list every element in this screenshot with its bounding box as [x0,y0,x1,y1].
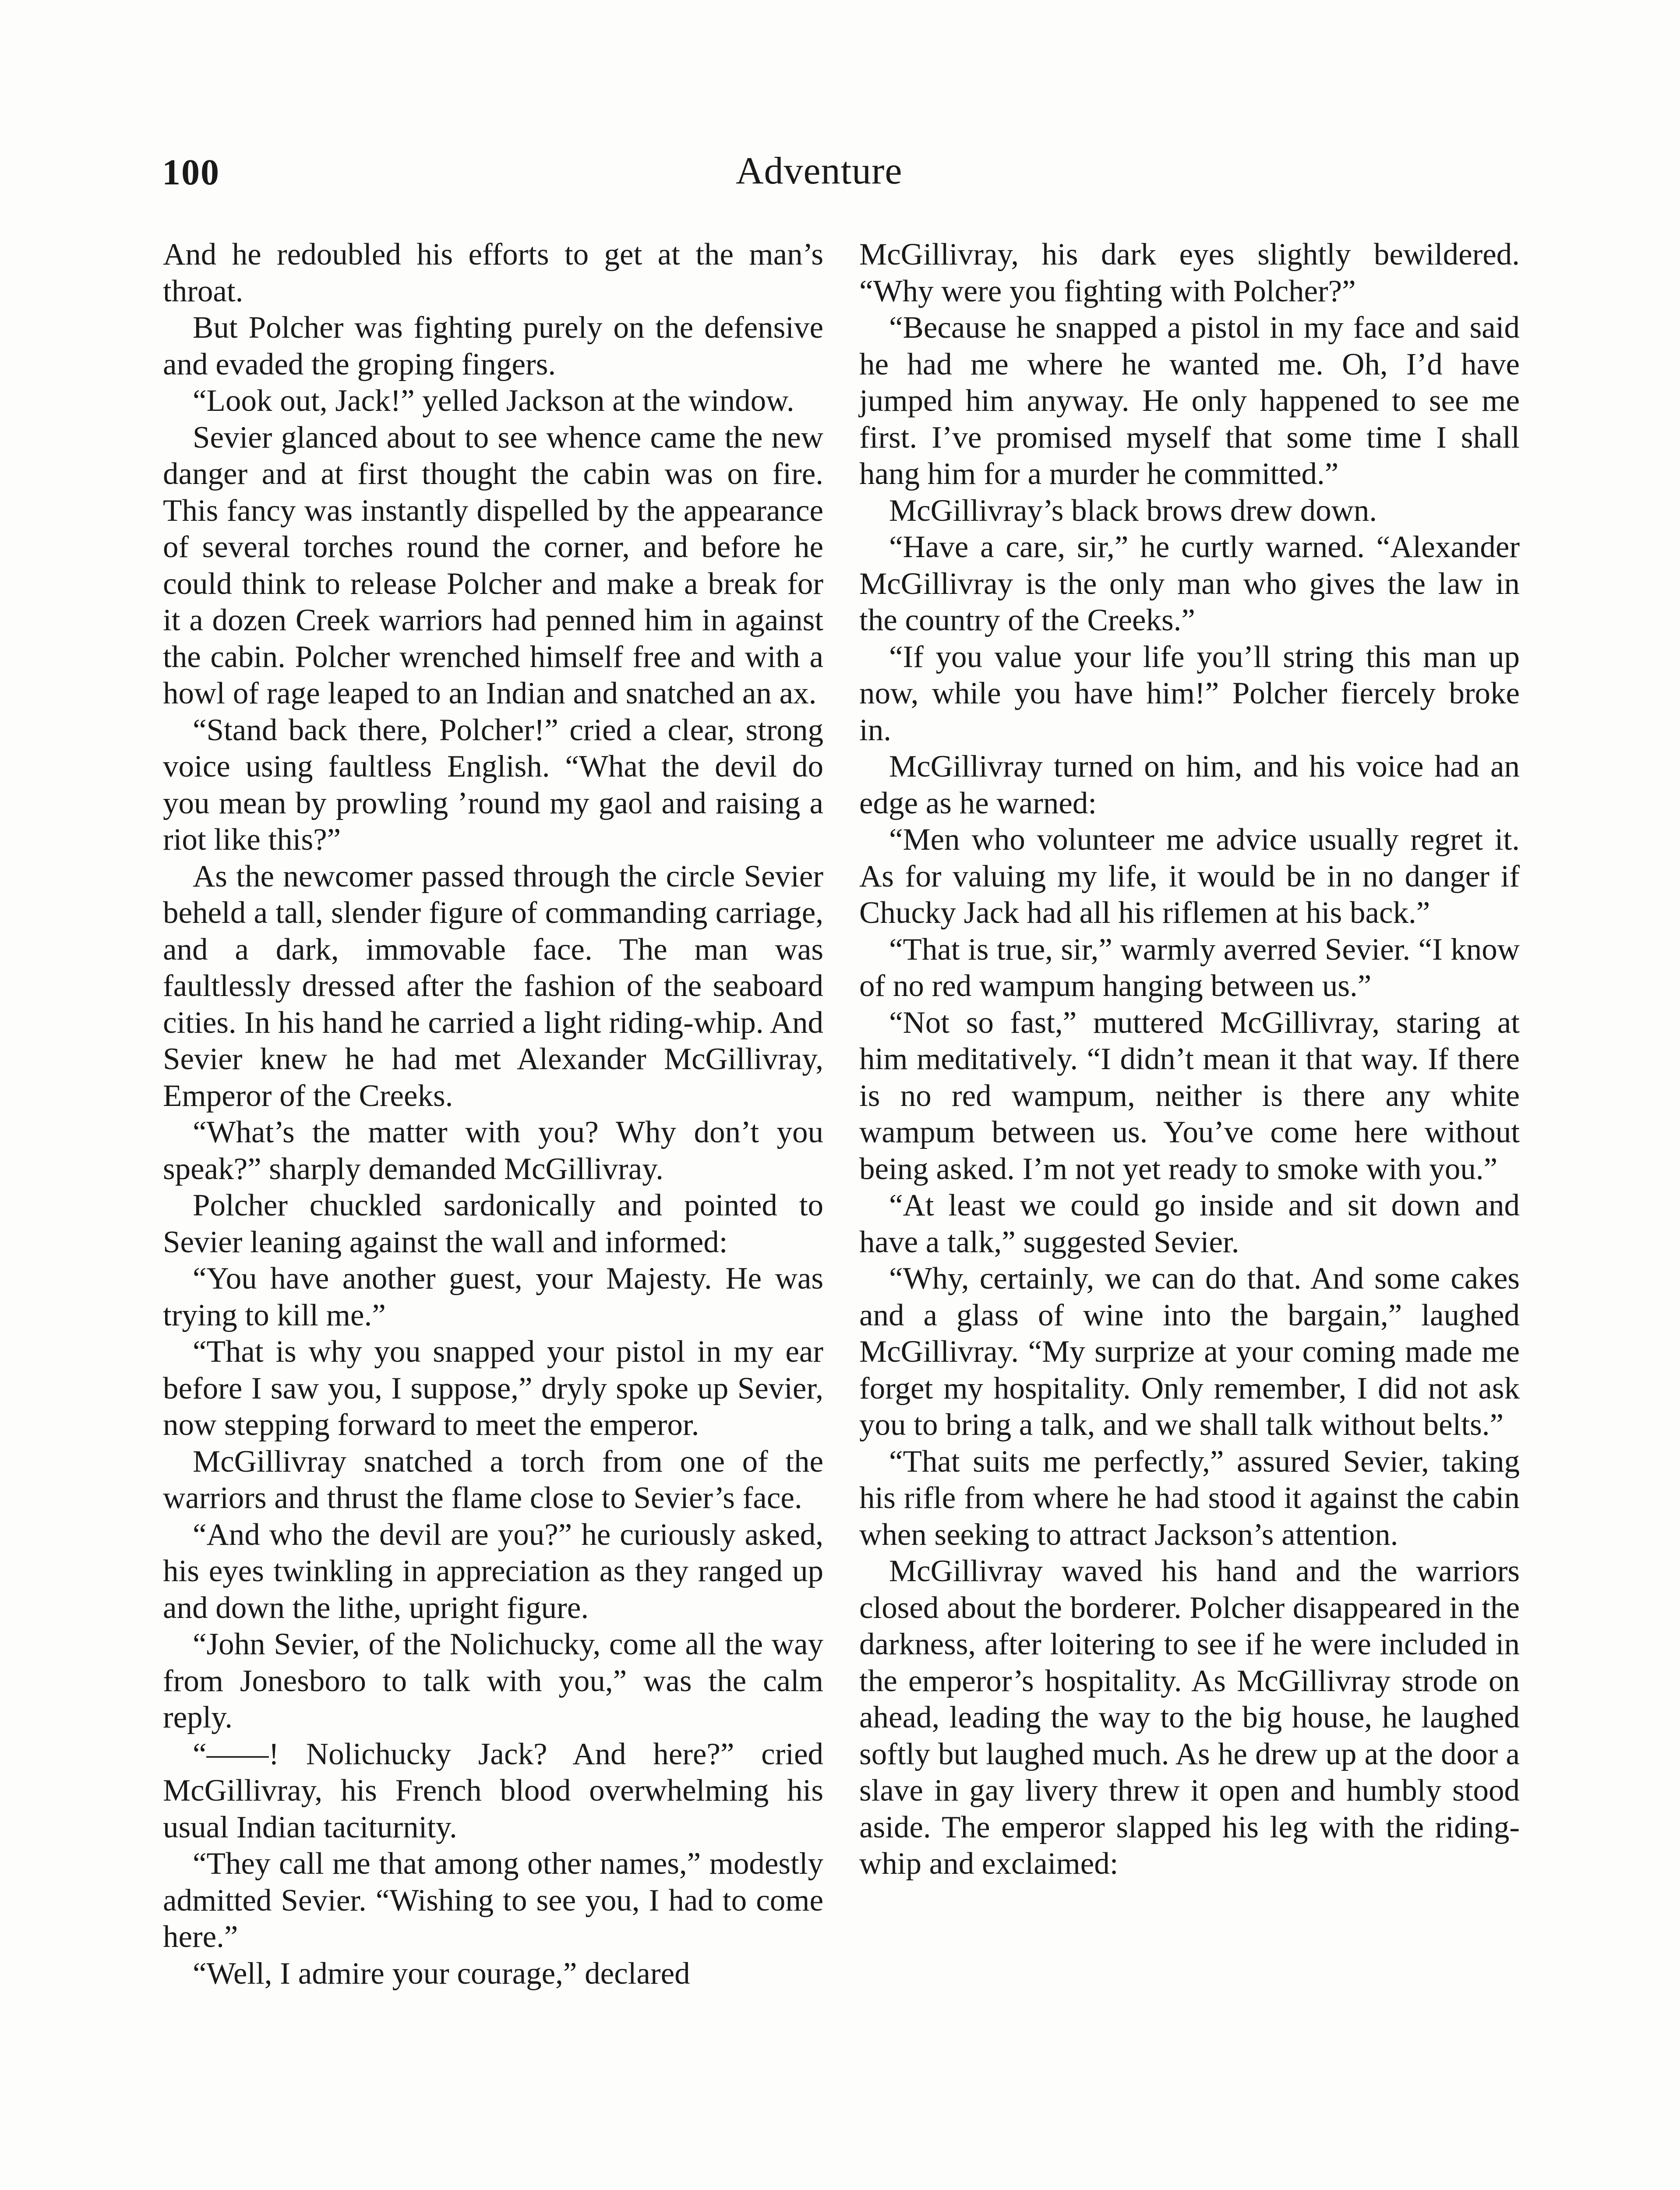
paragraph: “They call me that among other names,” modestly admitted Sevier. “Wishing to see you, I had to come here.” [163,1847,823,1954]
paragraph: Sevier glanced about to see whence came the new danger and at first thought the cabin was on fire. This fancy was instantly dispelled by the appearance of several torches round the corner, and before he could think to release Polcher and make a break for it a dozen Creek warriors had penned him in against the cabin. Polcher wrenched himself free and with a howl of rage leaped to an Indian and snatched an ax. [163,420,823,710]
paragraph: “John Sevier, of the Nolichucky, come all the way from Jonesboro to talk with you,” was the calm reply. [163,1627,823,1734]
paragraph: “That is why you snapped your pistol in my ear before I saw you, I suppose,” dryly spoke up Sevier, now stepping forward to meet the emperor. [163,1335,823,1442]
paragraph: McGillivray snatched a torch from one of the warriors and thrust the flame close to Sevier’s face. [163,1444,823,1515]
paragraph: And he redoubled his efforts to get at the man’s throat. [163,237,823,308]
paragraph: “That suits me perfectly,” assured Sevier, taking his rifle from where he had stood it against the cabin when seeking to attract Jackson’s attention. [859,1444,1520,1552]
paragraph: “Why, certainly, we can do that. And some cakes and a glass of wine into the bargain,” laughed McGillivray. “My surprize at your coming made me forget my hospitality. Only remember, I did not ask you to bring a talk, and we shall talk without belts.” [859,1261,1520,1442]
paragraph: “Stand back there, Polcher!” cried a clear, strong voice using faultless English. “What the devil do you mean by prowling ’round my gaol and raising a riot like this?” [163,713,823,857]
running-head: Adventure [736,150,903,192]
paragraph: McGillivray waved his hand and the warriors closed about the borderer. Polcher disappeared in the darkness, after loitering to see if he were included in the emperor’s hospitality. As McGillivray strode on ahead, leading the way to the big house, he laughed softly but laughed much. As he drew up at the door a slave in gay livery threw it open and humbly stood aside. The emperor slapped his leg with the riding-whip and exclaimed: [859,1554,1520,1881]
paragraph: “And who the devil are you?” he curiously asked, his eyes twinkling in appreciation as they ranged up and down the lithe, upright figure. [163,1517,823,1625]
paragraph: “What’s the matter with you? Why don’t you speak?” sharply demanded McGillivray. [163,1115,823,1186]
paragraph: “Men who volunteer me advice usually regret it. As for valuing my life, it would be in no danger if Chucky Jack had all his riflemen at his back.” [859,823,1520,930]
paragraph: But Polcher was fighting purely on the defensive and evaded the groping fingers. [163,311,823,381]
paragraph: “That is true, sir,” warmly averred Sevier. “I know of no red wampum hanging between us.” [859,932,1520,1003]
paragraph: McGillivray’s black brows drew down. [889,493,1377,528]
right-column [859,237,1520,1883]
paragraph: “Because he snapped a pistol in my face and said he had me where he wanted me. Oh, I’d have jumped him anyway. He only happened to see me first. I’ve promised myself that some time I shall hang him for a murder he committed.” [859,311,1520,491]
left-column [163,237,823,1992]
paragraph: “——! Nolichucky Jack? And here?” cried McGillivray, his French blood overwhelming his usual Indian taciturnity. [163,1737,823,1844]
paragraph: McGillivray turned on him, and his voice had an edge as he warned: [859,749,1520,820]
paragraph: As the newcomer passed through the circle Sevier beheld a tall, slender figure of commanding carriage, and a dark, immovable face. The man was faultlessly dressed after the fashion of the seaboard cities. In his hand he carried a light riding-whip. And Sevier knew he had met Alexander McGillivray, Emperor of the Creeks. [163,859,823,1113]
page-number: 100 [162,152,220,193]
paragraph: “Have a care, sir,” he curtly warned. “Alexander McGillivray is the only man who gives the law in the country of the Creeks.” [859,530,1520,637]
paragraph: “If you value your life you’ll string this man up now, while you have him!” Polcher fiercely broke in. [859,639,1520,747]
paragraph: “Not so fast,” muttered McGillivray, staring at him meditatively. “I didn’t mean it that way. If there is no red wampum, neither is there any white wampum between us. You’ve come here without being asked. I’m not yet ready to smoke with you.” [859,1005,1520,1186]
paragraph: Polcher chuckled sardonically and pointed to Sevier leaning against the wall and informed: [163,1188,823,1259]
paragraph: “You have another guest, your Majesty. He was trying to kill me.” [163,1261,823,1332]
paragraph: “At least we could go inside and sit down and have a talk,” suggested Sevier. [859,1188,1520,1259]
paragraph: “Well, I admire your courage,” declared [193,1956,690,1991]
paragraph: “Look out, Jack!” yelled Jackson at the window. [193,384,794,418]
paragraph: McGillivray, his dark eyes slightly bewildered. “Why were you fighting with Polcher?” [859,237,1520,308]
